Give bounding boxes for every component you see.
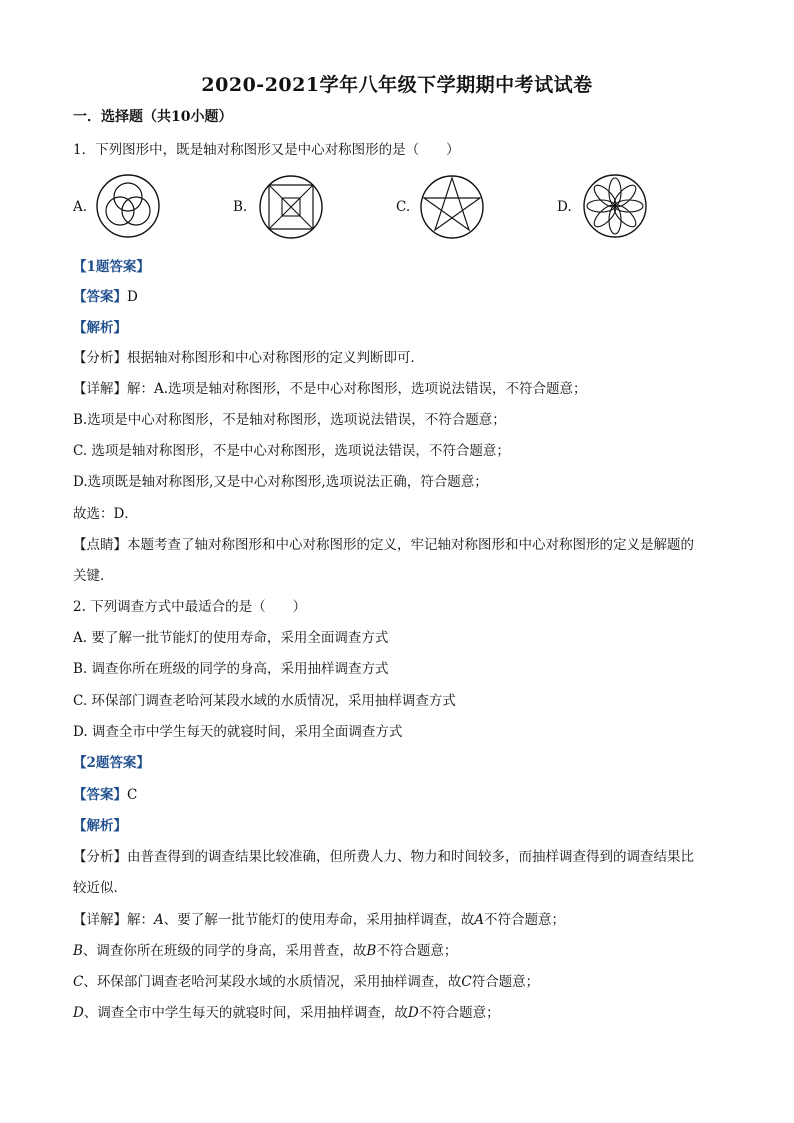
q1-option-c-label: C. [396, 199, 411, 215]
line-end: 不符合题意； [418, 1005, 500, 1021]
q2-fenxi [73, 848, 694, 866]
q1-choose: 故选：D． [73, 506, 138, 522]
q1-option-b-label: B. [233, 199, 248, 215]
q2-answer [73, 786, 137, 804]
square-in-circle-icon [258, 174, 324, 240]
line-text: 、调查全市中学生每天的就寝时间，采用抽样调查，故 [83, 1005, 408, 1021]
q1-answer-tag: 【1题答案】 [73, 259, 150, 275]
flower-in-circle-icon [582, 173, 648, 239]
q2-line-c [73, 973, 539, 991]
q1-xiangjie [73, 380, 587, 398]
italic-letter: B [366, 943, 377, 959]
q2-option-a: A. 要了解一批节能灯的使用寿命，采用全面调查方式 [73, 630, 389, 646]
fenxi-text: 由普查得到的调查结果比较准确，但所费人力、物力和时间较多，而抽样调查得到的调查结果比 [127, 849, 694, 865]
italic-letter: D [73, 1005, 84, 1021]
q1-analysis-tag: 【解析】 [73, 320, 127, 336]
answer-value: C [127, 787, 138, 803]
italic-letter: A [474, 912, 484, 928]
xiangjie-label: 【详解】 [73, 381, 127, 397]
answer-value: D [127, 289, 138, 305]
answer-label: 【答案】 [73, 289, 127, 305]
q2-answer-tag: 【2题答案】 [73, 755, 150, 771]
xiangjie-text: 解：A.选项是轴对称图形，不是中心对称图形，选项说法错误，不符合题意； [127, 381, 587, 397]
q1-dianjing-cont: 关键． [73, 568, 114, 584]
answer-label: 【答案】 [73, 787, 127, 803]
xiangjie-end: 不符合题意； [484, 912, 565, 928]
line-end: 符合题意； [471, 974, 540, 990]
q2-fenxi-cont: 较近似． [73, 880, 127, 896]
q1-line-b: B.选项是中心对称图形，不是轴对称图形，选项说法错误，不符合题意； [73, 412, 506, 428]
italic-letter: D [407, 1005, 419, 1021]
q1-option-d-label: D. [557, 199, 572, 215]
xiangjie-prefix: 解： [127, 912, 154, 928]
dianjing-label: 【点睛】 [73, 537, 127, 553]
line-text: 、调查你所在班级的同学的身高，采用普查，故 [82, 943, 367, 959]
page-title: 2020-2021学年八年级下学期期中考试试卷 [201, 74, 593, 96]
xiangjie-text: 、要了解一批节能灯的使用寿命，采用抽样调查，故 [163, 912, 475, 928]
q2-xiangjie [73, 911, 565, 929]
q2-stem: 2. 下列调查方式中最适合的是（ ） [73, 599, 307, 615]
q1-line-c: C. 选项是轴对称图形，不是中心对称图形，选项说法错误，不符合题意； [73, 443, 510, 459]
q2-analysis-tag: 【解析】 [73, 818, 127, 834]
q2-option-b: B. 调查你所在班级的同学的身高，采用抽样调查方式 [73, 661, 389, 677]
line-text: 、环保部门调查老哈河某段水域的水质情况，采用抽样调查，故 [83, 974, 462, 990]
italic-letter: B [73, 943, 83, 959]
q1-dianjing [73, 536, 694, 554]
q2-option-c: C. 环保部门调查老哈河某段水域的水质情况，采用抽样调查方式 [73, 693, 456, 709]
line-end: 不符合题意； [376, 943, 458, 959]
q1-line-d: D.选项既是轴对称图形,又是中心对称图形,选项说法正确，符合题意； [73, 474, 488, 490]
italic-letter: C [461, 974, 472, 990]
italic-letter: C [73, 974, 84, 990]
pentagram-in-circle-icon [419, 174, 485, 240]
q1-option-a-label: A. [73, 199, 88, 215]
italic-letter: A [154, 912, 164, 928]
q1-stem: 1．下列图形中，既是轴对称图形又是中心对称图形的是（ ） [73, 142, 460, 158]
three-overlapping-circles-icon [95, 173, 161, 239]
q1-fenxi [73, 349, 424, 367]
q1-answer [73, 288, 138, 306]
q2-line-d [73, 1004, 500, 1022]
fenxi-label: 【分析】 [73, 350, 127, 366]
section-heading: 一．选择题（共10小题） [73, 109, 233, 125]
dianjing-text: 本题考查了轴对称图形和中心对称图形的定义，牢记轴对称图形和中心对称图形的定义是解题的 [127, 537, 694, 553]
xiangjie-label: 【详解】 [73, 912, 127, 928]
fenxi-label: 【分析】 [73, 849, 127, 865]
q2-line-b [73, 942, 457, 960]
fenxi-text: 根据轴对称图形和中心对称图形的定义判断即可． [127, 350, 424, 366]
q2-option-d: D. 调查全市中学生每天的就寝时间，采用全面调查方式 [73, 724, 403, 740]
